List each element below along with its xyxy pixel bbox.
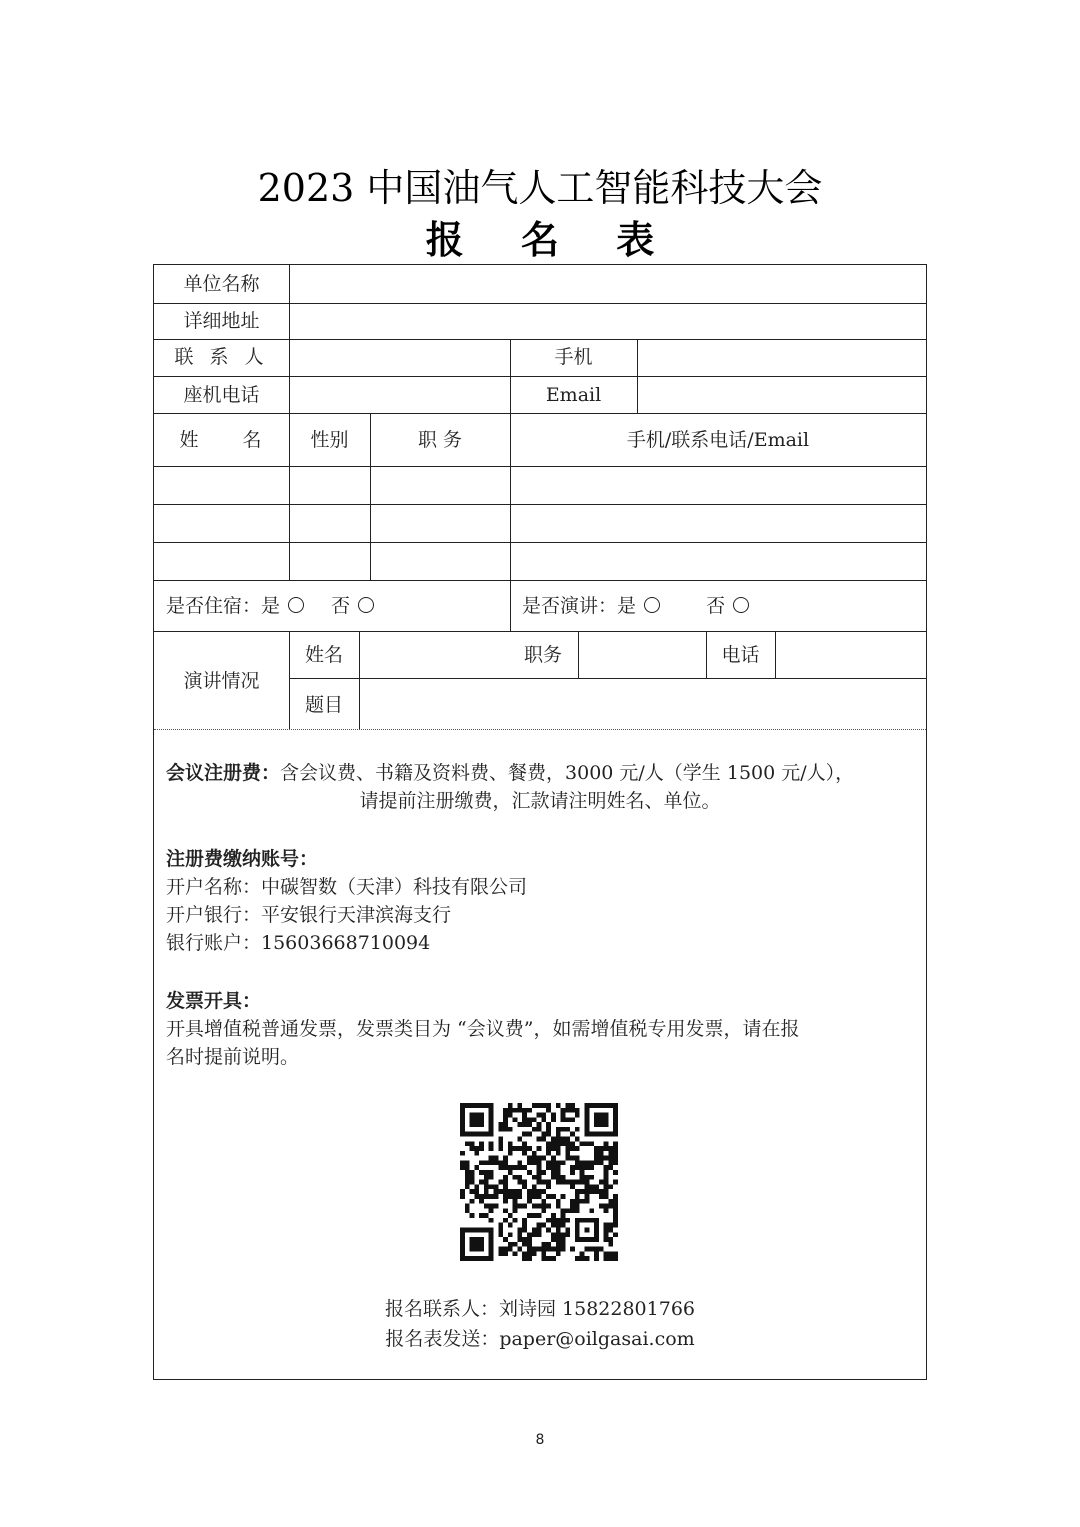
lodging-question-text: 是否住宿：是: [166, 595, 281, 617]
contact-person-label: 联 系 人: [174, 346, 269, 368]
landline-input[interactable]: [290, 377, 509, 412]
attendee-name-header: 姓 名: [179, 429, 264, 451]
unit-name-label: 单位名称: [183, 273, 260, 295]
qr-code-icon: [460, 1103, 618, 1261]
email-input[interactable]: [638, 377, 926, 412]
attendee-position-header: 职 务: [417, 429, 463, 451]
speech-no-radio[interactable]: [733, 597, 749, 613]
speech-yes-radio[interactable]: [644, 597, 660, 613]
fee-text: 含会议费、书籍及资料费、餐费，3000 元/人（学生 1500 元/人），: [280, 762, 855, 784]
attendee-name-input[interactable]: [154, 543, 289, 579]
row-divider: [154, 580, 926, 581]
speech-name-label: 姓名: [304, 644, 343, 666]
lodging-question: [166, 594, 376, 618]
attendee-name-input[interactable]: [154, 467, 289, 503]
speech-phone-input[interactable]: [776, 632, 926, 677]
invoice-heading: 发票开具：: [166, 990, 262, 1012]
mobile-input[interactable]: [638, 340, 926, 375]
unit-name-input[interactable]: [290, 266, 926, 302]
speech-question: [522, 594, 751, 618]
account-bank: 开户银行：平安银行天津滨海支行: [166, 904, 452, 926]
speech-topic-input[interactable]: [360, 679, 926, 728]
row-divider: [154, 729, 926, 730]
account-number: 银行账户：15603668710094: [166, 932, 431, 954]
page-number: 8: [535, 1432, 545, 1448]
attendee-contact-header: 手机/联系电话/Email: [626, 429, 810, 451]
attendee-gender-header: 性别: [310, 429, 349, 451]
attendee-name-input[interactable]: [154, 505, 289, 541]
invoice-text-2: 名时提前说明。: [166, 1046, 300, 1068]
page-subtitle: 报 名 表: [425, 217, 677, 262]
speech-phone-label: 电话: [721, 644, 760, 666]
fee-heading: 会议注册费：: [166, 762, 281, 784]
speech-question-text: 是否演讲：是: [522, 595, 637, 617]
email-label: Email: [545, 384, 602, 406]
registration-form: [153, 264, 927, 1380]
lodging-no-label: 否: [331, 595, 351, 617]
address-label: 详细地址: [183, 310, 260, 332]
account-heading: 注册费缴纳账号：: [166, 848, 319, 870]
speech-no-label: 否: [706, 595, 726, 617]
address-input[interactable]: [290, 304, 926, 338]
speech-topic-label: 题目: [304, 694, 343, 716]
contact-email: 报名表发送：paper@oilgasai.com: [385, 1328, 695, 1350]
row-divider: [154, 413, 926, 414]
landline-label: 座机电话: [183, 384, 260, 406]
fee-paragraph: [166, 759, 918, 787]
speech-position-input[interactable]: [579, 632, 705, 677]
contact-person-input[interactable]: [290, 340, 509, 375]
contact-person: 报名联系人：刘诗园 15822801766: [384, 1298, 695, 1320]
account-name: 开户名称：中碳智数（天津）科技有限公司: [166, 876, 528, 898]
speech-position-label: 职务: [524, 644, 563, 666]
page-title: 2023 中国油气人工智能科技大会: [257, 166, 823, 210]
invoice-text-1: 开具增值税普通发票，发票类目为 “会议费”，如需增值税专用发票，请在报: [166, 1018, 800, 1040]
mobile-label: 手机: [554, 346, 593, 368]
lodging-no-radio[interactable]: [358, 597, 374, 613]
speech-section-label: 演讲情况: [183, 670, 260, 692]
fee-text-2: 请提前注册缴费，汇款请注明姓名、单位。: [359, 790, 721, 812]
lodging-yes-radio[interactable]: [288, 597, 304, 613]
